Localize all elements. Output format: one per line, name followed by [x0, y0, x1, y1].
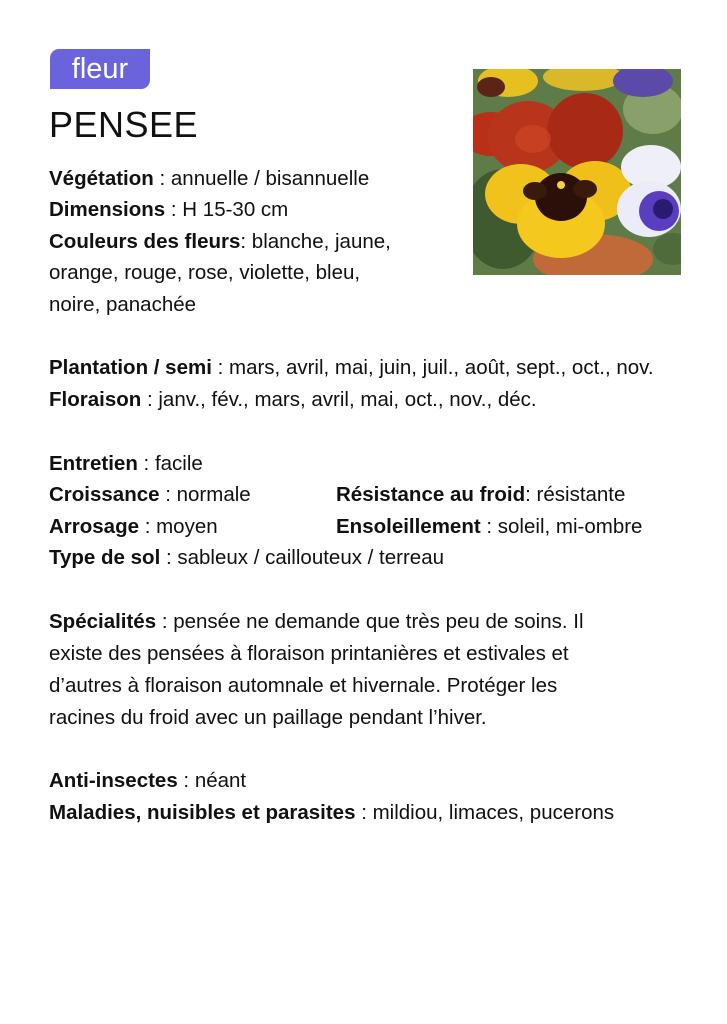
field-value: facile [154, 452, 203, 475]
field-label: Croissance [49, 483, 160, 506]
field-couleurs: Couleurs des fleurs: blanche, jaune, [49, 230, 391, 253]
field-value: annuelle / bisannuelle [170, 167, 370, 190]
field-value: néant [194, 769, 247, 792]
field-label: Maladies, nuisibles et parasites [49, 801, 356, 824]
field-croissance: Croissance : normale [49, 483, 251, 506]
field-ensoleillement: Ensoleillement : soleil, mi-ombre [336, 515, 643, 538]
field-plantation: Plantation / semi : mars, avril, mai, juin, juil., août, sept., oct., nov. [49, 356, 654, 379]
field-value: normale [176, 483, 251, 506]
field-value: mildiou, limaces, pucerons [372, 801, 615, 824]
field-label: Plantation / semi [49, 356, 212, 379]
field-value: sableux / caillouteux / terreau [177, 546, 445, 569]
field-value: blanche, jaune, [251, 230, 391, 253]
field-label: Type de sol [49, 546, 161, 569]
field-resistance: Résistance au froid: résistante [336, 483, 626, 506]
specialites-line4: racines du froid avec un paillage pendant l’hiver. [49, 706, 487, 729]
field-label: Spécialités [49, 610, 157, 633]
field-specialites: Spécialités : pensée ne demande que très peu de soins. Il [49, 610, 584, 633]
field-label: Anti-insectes [49, 769, 178, 792]
field-arrosage: Arrosage : moyen [49, 515, 218, 538]
pansy-flower-photo [473, 69, 681, 275]
field-value: moyen [156, 515, 218, 538]
specialites-line2: existe des pensées à floraison printanières et estivales et [49, 642, 569, 665]
field-sol: Type de sol : sableux / caillouteux / terreau [49, 546, 445, 569]
field-maladies: Maladies, nuisibles et parasites : mildiou, limaces, pucerons [49, 801, 615, 824]
page-title: PENSEE [49, 104, 199, 145]
field-label: Floraison [49, 388, 142, 411]
field-value: résistante [536, 483, 626, 506]
field-label: Couleurs des fleurs [49, 230, 241, 253]
field-floraison: Floraison : janv., fév., mars, avril, mai, oct., nov., déc. [49, 388, 537, 411]
field-label: Dimensions [49, 198, 166, 221]
field-anti-insectes: Anti-insectes : néant [49, 769, 247, 792]
field-couleurs-line2: orange, rouge, rose, violette, bleu, [49, 261, 361, 284]
field-value: soleil, mi-ombre [497, 515, 643, 538]
field-value: pensée ne demande que très peu de soins. Il [173, 610, 584, 633]
field-label: Ensoleillement [336, 515, 481, 538]
field-label: Végétation [49, 167, 154, 190]
field-value: H 15-30 cm [182, 198, 289, 221]
field-value: mars, avril, mai, juin, juil., août, sept., oct., nov. [229, 356, 654, 379]
field-label: Arrosage [49, 515, 140, 538]
field-dimensions: Dimensions : H 15-30 cm [49, 198, 289, 221]
field-vegetation: Végétation : annuelle / bisannuelle [49, 167, 370, 190]
category-badge: fleur [50, 49, 150, 89]
field-label: Entretien [49, 452, 138, 475]
field-value: janv., fév., mars, avril, mai, oct., nov., déc. [158, 388, 537, 411]
field-label: Résistance au froid [336, 483, 526, 506]
field-couleurs-line3: noire, panachée [49, 293, 197, 316]
field-entretien: Entretien : facile [49, 452, 203, 475]
specialites-line3: d’autres à floraison automnale et hivernale. Protéger les [49, 674, 558, 697]
